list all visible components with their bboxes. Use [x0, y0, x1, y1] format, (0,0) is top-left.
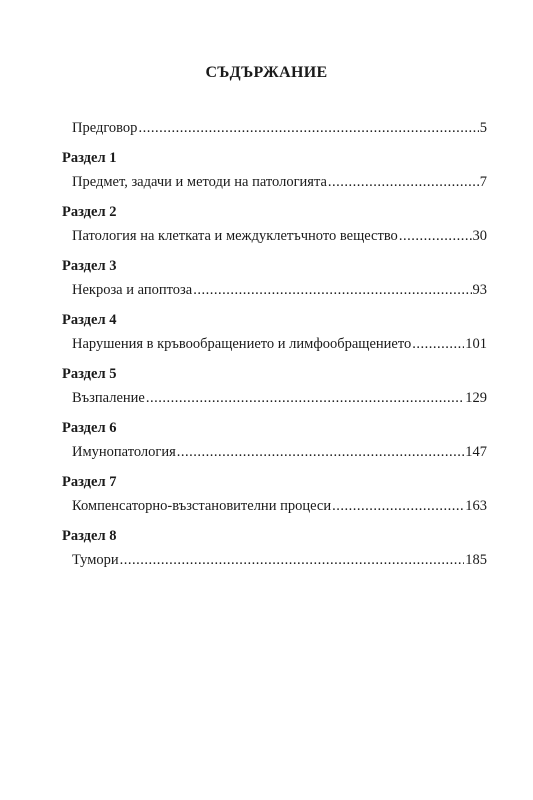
- toc-entry-preface: [72, 120, 487, 137]
- toc-entry-label: Тумори: [72, 552, 119, 568]
- toc-entry-label: Некроза и апоптоза: [72, 282, 193, 298]
- section-heading-5: Раздел 5: [62, 366, 117, 382]
- section-heading-4: Раздел 4: [62, 312, 117, 328]
- section-heading-1: Раздел 1: [62, 150, 117, 166]
- toc-entry-section-6: [72, 444, 487, 461]
- section-heading-3: Раздел 3: [62, 258, 117, 274]
- toc-page-number: 163: [465, 498, 487, 514]
- toc-entry-label: Предговор: [72, 120, 138, 136]
- toc-page-number: 30: [472, 228, 487, 244]
- dot-leader: [146, 390, 464, 407]
- dot-leader: [328, 174, 479, 191]
- section-heading-7: Раздел 7: [62, 474, 117, 490]
- dot-leader: [177, 444, 464, 461]
- toc-entry-label: Възпаление: [72, 390, 145, 406]
- toc-entry-section-8: [72, 552, 487, 569]
- toc-page-number: 5: [479, 120, 487, 136]
- toc-entry-section-2: [72, 228, 487, 245]
- dot-leader: [193, 282, 471, 299]
- section-heading-2: Раздел 2: [62, 204, 117, 220]
- toc-entry-section-1: [72, 174, 487, 191]
- toc-entry-label: Нарушения в кръвообращението и лимфообращението: [72, 336, 412, 352]
- toc-page-number: 129: [465, 390, 487, 406]
- section-heading-8: Раздел 8: [62, 528, 117, 544]
- toc-entry-section-4: [72, 336, 487, 353]
- toc-entry-section-7: [72, 498, 487, 515]
- dot-leader: [412, 336, 464, 353]
- section-heading-6: Раздел 6: [62, 420, 117, 436]
- toc-page-number: 7: [479, 174, 487, 190]
- toc-entry-label: Имунопатология: [72, 444, 176, 460]
- toc-entry-label: Предмет, задачи и методи на патологията: [72, 174, 327, 190]
- page-title: СЪДЪРЖАНИЕ: [205, 64, 328, 81]
- dot-leader: [138, 120, 478, 137]
- toc-page-number: 147: [465, 444, 487, 460]
- dot-leader: [399, 228, 472, 245]
- toc-entry-section-5: [72, 390, 487, 407]
- toc-page-number: 101: [465, 336, 487, 352]
- toc-entry-label: Компенсаторно-възстановителни процеси: [72, 498, 332, 514]
- dot-leader: [120, 552, 465, 569]
- toc-entry-section-3: [72, 282, 487, 299]
- dot-leader: [332, 498, 464, 515]
- table-of-contents: [62, 120, 487, 569]
- toc-page-number: 93: [472, 282, 487, 298]
- toc-entry-label: Патология на клетката и междуклетъчното вещество: [72, 228, 398, 244]
- toc-page-number: 185: [465, 552, 487, 568]
